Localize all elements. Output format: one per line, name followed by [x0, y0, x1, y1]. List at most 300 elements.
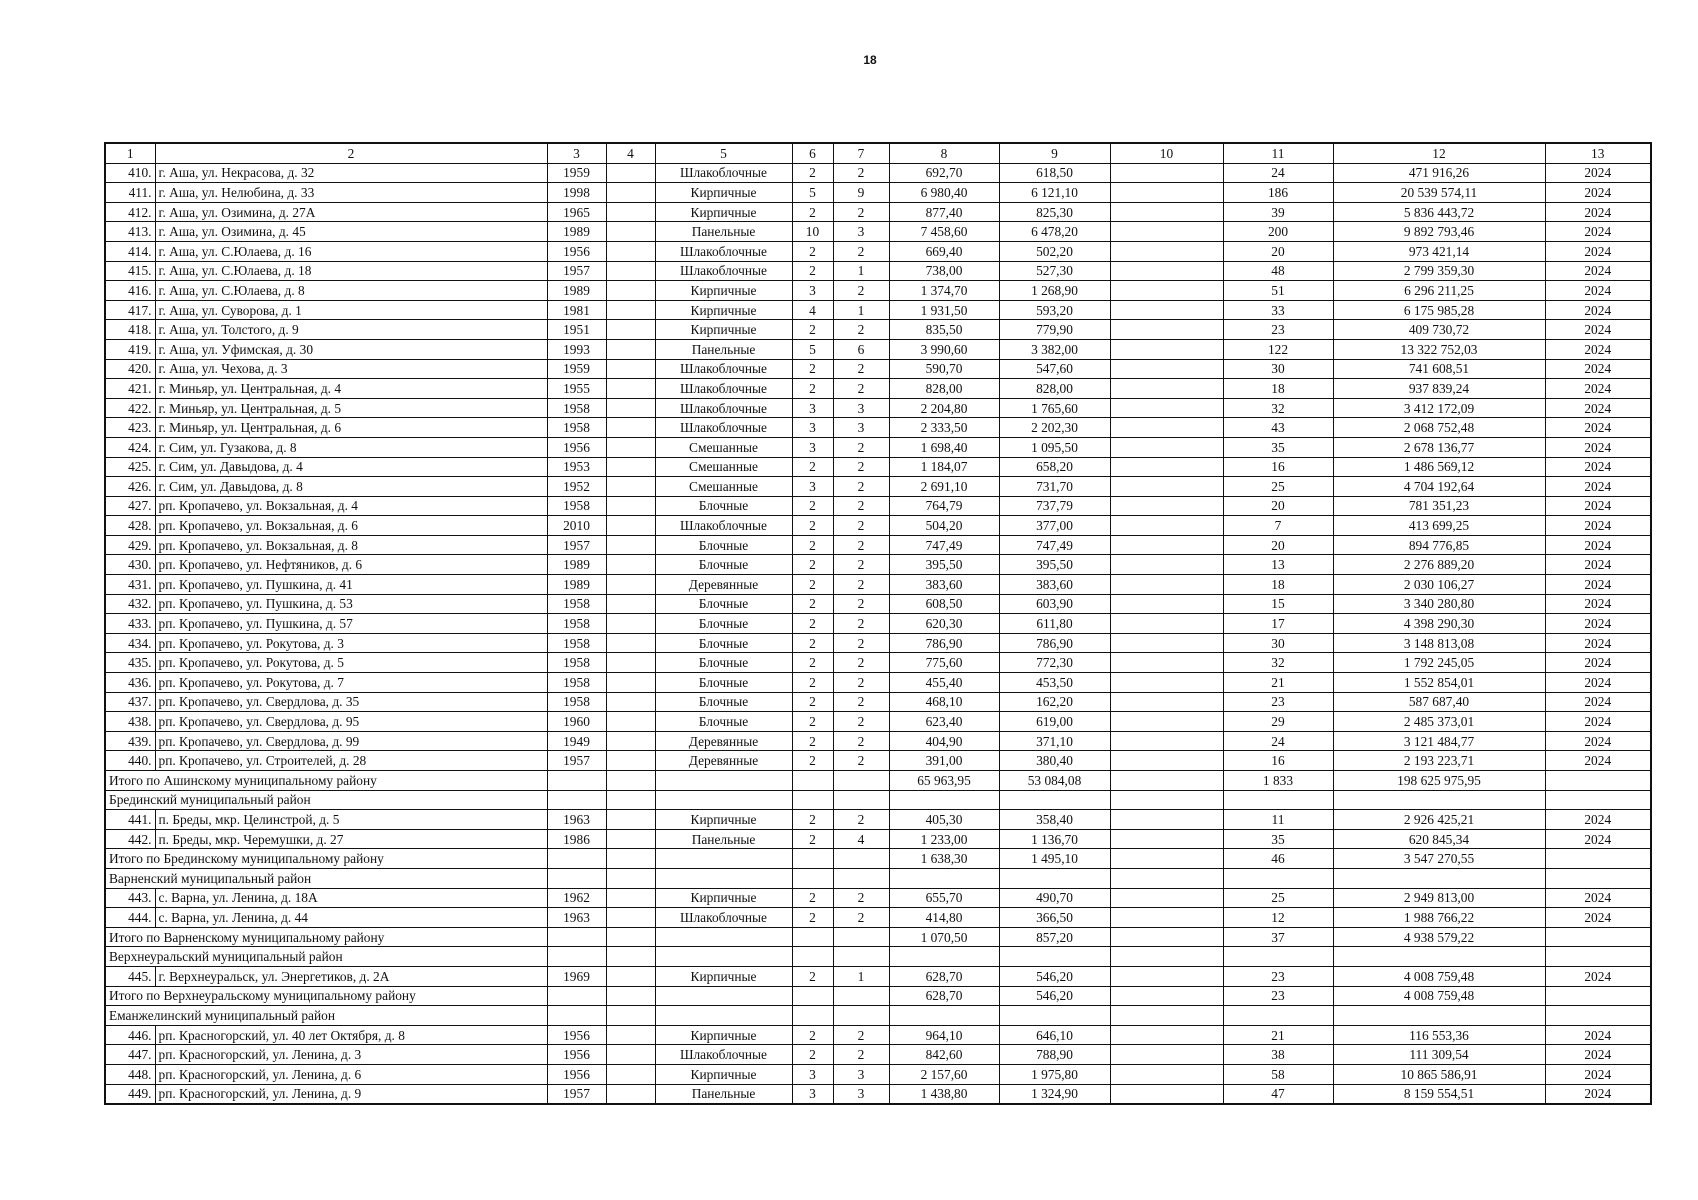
- table-cell: 2: [833, 692, 889, 712]
- table-cell: 4: [792, 300, 833, 320]
- cost-total-cell: 4 938 579,22: [1333, 927, 1545, 947]
- table-cell: [1110, 614, 1223, 634]
- table-cell: 6: [833, 339, 889, 359]
- district-total-label: Итого по Ашинскому муниципальному району: [105, 771, 547, 791]
- table-cell: рп. Кропачево, ул. Нефтяников, д. 6: [155, 555, 547, 575]
- table-cell: [606, 1025, 655, 1045]
- table-cell: 444.: [105, 908, 155, 928]
- table-cell: 2 157,60: [889, 1064, 999, 1084]
- table-cell: [1545, 868, 1651, 888]
- table-cell: 546,20: [999, 966, 1110, 986]
- table-cell: [606, 810, 655, 830]
- table-cell: 2024: [1545, 457, 1651, 477]
- table-cell: [606, 379, 655, 399]
- residents-total-cell: 1 833: [1223, 771, 1333, 791]
- table-cell: Деревянные: [655, 751, 792, 771]
- table-cell: [1110, 731, 1223, 751]
- table-cell: 2: [792, 496, 833, 516]
- table-row: [105, 457, 1651, 477]
- housing-registry-table: [104, 142, 1652, 1105]
- table-cell: 1955: [547, 379, 606, 399]
- table-cell: 9 892 793,46: [1333, 222, 1545, 242]
- table-cell: 608,50: [889, 594, 999, 614]
- table-row: [105, 810, 1651, 830]
- table-cell: рп. Кропачево, ул. Рокутова, д. 5: [155, 653, 547, 673]
- table-cell: 2: [833, 712, 889, 732]
- table-cell: 2 926 425,21: [1333, 810, 1545, 830]
- table-cell: [606, 947, 655, 967]
- table-cell: 3 412 172,09: [1333, 398, 1545, 418]
- table-cell: 20: [1223, 241, 1333, 261]
- table-cell: 2: [792, 908, 833, 928]
- column-number-cell: 8: [889, 143, 999, 163]
- total-area-cell: 628,70: [889, 986, 999, 1006]
- table-cell: 413.: [105, 222, 155, 242]
- table-cell: [655, 790, 792, 810]
- table-cell: 2: [833, 437, 889, 457]
- table-cell: 4 398 290,30: [1333, 614, 1545, 634]
- table-cell: 2: [833, 575, 889, 595]
- table-cell: 38: [1223, 1045, 1333, 1065]
- table-cell: 620,30: [889, 614, 999, 634]
- table-cell: 21: [1223, 673, 1333, 693]
- table-cell: 1958: [547, 594, 606, 614]
- table-cell: Шлакоблочные: [655, 379, 792, 399]
- table-cell: 6 175 985,28: [1333, 300, 1545, 320]
- table-cell: [792, 790, 833, 810]
- table-cell: 18: [1223, 379, 1333, 399]
- district-section-row: [105, 790, 1651, 810]
- table-cell: 628,70: [889, 966, 999, 986]
- table-cell: 2024: [1545, 535, 1651, 555]
- table-cell: рп. Кропачево, ул. Вокзальная, д. 4: [155, 496, 547, 516]
- table-cell: 2: [792, 320, 833, 340]
- table-cell: 1956: [547, 241, 606, 261]
- table-cell: [606, 1064, 655, 1084]
- table-cell: 30: [1223, 633, 1333, 653]
- table-cell: 383,60: [889, 575, 999, 595]
- table-cell: Шлакоблочные: [655, 359, 792, 379]
- table-cell: [1110, 516, 1223, 536]
- table-cell: 1958: [547, 633, 606, 653]
- table-cell: 527,30: [999, 261, 1110, 281]
- table-row: [105, 1045, 1651, 1065]
- table-cell: 2: [833, 241, 889, 261]
- table-cell: 1 792 245,05: [1333, 653, 1545, 673]
- table-cell: [1110, 575, 1223, 595]
- table-cell: 47: [1223, 1084, 1333, 1104]
- table-cell: Кирпичные: [655, 281, 792, 301]
- table-cell: [606, 516, 655, 536]
- table-cell: [1110, 653, 1223, 673]
- table-cell: 2: [833, 477, 889, 497]
- table-cell: 2: [833, 908, 889, 928]
- table-cell: 29: [1223, 712, 1333, 732]
- table-cell: 2: [792, 673, 833, 693]
- table-cell: Блочные: [655, 594, 792, 614]
- table-cell: [606, 575, 655, 595]
- district-total-label: Итого по Брединскому муниципальному району: [105, 849, 547, 869]
- table-cell: 18: [1223, 575, 1333, 595]
- table-cell: 2: [792, 614, 833, 634]
- table-cell: 2: [833, 163, 889, 183]
- table-cell: [606, 771, 655, 791]
- table-cell: 587 687,40: [1333, 692, 1545, 712]
- table-cell: 186: [1223, 183, 1333, 203]
- table-cell: [792, 771, 833, 791]
- table-cell: 426.: [105, 477, 155, 497]
- table-cell: 842,60: [889, 1045, 999, 1065]
- table-cell: 377,00: [999, 516, 1110, 536]
- table-cell: [889, 790, 999, 810]
- table-cell: [1110, 692, 1223, 712]
- table-cell: 20: [1223, 535, 1333, 555]
- table-cell: 1958: [547, 653, 606, 673]
- table-cell: 2: [792, 712, 833, 732]
- table-cell: Кирпичные: [655, 888, 792, 908]
- table-cell: 2024: [1545, 712, 1651, 732]
- table-cell: Смешанные: [655, 457, 792, 477]
- table-cell: 2: [792, 241, 833, 261]
- table-row: [105, 418, 1651, 438]
- cost-total-cell: 4 008 759,48: [1333, 986, 1545, 1006]
- table-cell: 10: [792, 222, 833, 242]
- table-cell: 20 539 574,11: [1333, 183, 1545, 203]
- table-cell: 2: [792, 594, 833, 614]
- table-cell: 1953: [547, 457, 606, 477]
- table-cell: 2024: [1545, 339, 1651, 359]
- table-row: [105, 829, 1651, 849]
- table-cell: 1 374,70: [889, 281, 999, 301]
- table-cell: Блочные: [655, 673, 792, 693]
- table-cell: 2: [792, 379, 833, 399]
- table-cell: [999, 790, 1110, 810]
- table-cell: [606, 849, 655, 869]
- table-cell: 788,90: [999, 1045, 1110, 1065]
- district-total-row: [105, 849, 1651, 869]
- table-cell: [606, 751, 655, 771]
- table-cell: [655, 868, 792, 888]
- residents-total-cell: 46: [1223, 849, 1333, 869]
- column-number-cell: 2: [155, 143, 547, 163]
- table-cell: 786,90: [999, 633, 1110, 653]
- table-cell: 448.: [105, 1064, 155, 1084]
- table-cell: Смешанные: [655, 477, 792, 497]
- table-cell: [1110, 1084, 1223, 1104]
- table-row: [105, 614, 1651, 634]
- table-cell: 1 988 766,22: [1333, 908, 1545, 928]
- table-cell: 2024: [1545, 966, 1651, 986]
- table-cell: 3: [792, 418, 833, 438]
- table-cell: 2024: [1545, 614, 1651, 634]
- table-cell: г. Аша, ул. Уфимская, д. 30: [155, 339, 547, 359]
- table-cell: 2 030 106,27: [1333, 575, 1545, 595]
- table-row: [105, 202, 1651, 222]
- table-row: [105, 692, 1651, 712]
- table-cell: [606, 888, 655, 908]
- table-cell: 116 553,36: [1333, 1025, 1545, 1045]
- table-cell: 429.: [105, 535, 155, 555]
- table-cell: [1110, 437, 1223, 457]
- table-cell: Кирпичные: [655, 202, 792, 222]
- table-cell: 1 136,70: [999, 829, 1110, 849]
- table-cell: 2: [792, 888, 833, 908]
- table-cell: [792, 927, 833, 947]
- table-cell: [606, 790, 655, 810]
- table-cell: 421.: [105, 379, 155, 399]
- table-cell: 20: [1223, 496, 1333, 516]
- table-cell: 2 691,10: [889, 477, 999, 497]
- table-cell: [655, 927, 792, 947]
- table-cell: 1 552 854,01: [1333, 673, 1545, 693]
- table-cell: Панельные: [655, 1084, 792, 1104]
- table-cell: 2: [833, 810, 889, 830]
- table-cell: 358,40: [999, 810, 1110, 830]
- table-cell: 2 193 223,71: [1333, 751, 1545, 771]
- table-cell: 6 296 211,25: [1333, 281, 1545, 301]
- table-cell: Кирпичные: [655, 300, 792, 320]
- column-number-cell: 12: [1333, 143, 1545, 163]
- table-cell: г. Сим, ул. Давыдова, д. 8: [155, 477, 547, 497]
- table-cell: 2024: [1545, 908, 1651, 928]
- table-cell: рп. Кропачево, ул. Свердлова, д. 95: [155, 712, 547, 732]
- table-cell: [606, 496, 655, 516]
- table-row: [105, 300, 1651, 320]
- table-cell: [1110, 477, 1223, 497]
- table-cell: рп. Кропачево, ул. Пушкина, д. 57: [155, 614, 547, 634]
- table-cell: 828,00: [999, 379, 1110, 399]
- table-cell: [606, 653, 655, 673]
- table-cell: [606, 829, 655, 849]
- table-cell: 446.: [105, 1025, 155, 1045]
- table-cell: рп. Красногорский, ул. Ленина, д. 6: [155, 1064, 547, 1084]
- table-cell: 1956: [547, 437, 606, 457]
- table-cell: 3: [792, 437, 833, 457]
- table-cell: г. Сим, ул. Гузакова, д. 8: [155, 437, 547, 457]
- table-row: [105, 183, 1651, 203]
- table-row: [105, 1025, 1651, 1045]
- table-cell: 786,90: [889, 633, 999, 653]
- table-cell: 669,40: [889, 241, 999, 261]
- table-cell: 737,79: [999, 496, 1110, 516]
- table-cell: 2 485 373,01: [1333, 712, 1545, 732]
- table-cell: Кирпичные: [655, 966, 792, 986]
- table-row: [105, 241, 1651, 261]
- table-cell: [1110, 908, 1223, 928]
- table-cell: [1110, 300, 1223, 320]
- table-cell: 1989: [547, 281, 606, 301]
- table-cell: 490,70: [999, 888, 1110, 908]
- table-cell: 122: [1223, 339, 1333, 359]
- table-cell: [1223, 790, 1333, 810]
- table-row: [105, 633, 1651, 653]
- table-cell: 1957: [547, 535, 606, 555]
- page-number: 18: [863, 53, 877, 67]
- table-cell: 12: [1223, 908, 1333, 928]
- table-cell: 937 839,24: [1333, 379, 1545, 399]
- column-number-cell: 1: [105, 143, 155, 163]
- table-cell: Панельные: [655, 339, 792, 359]
- table-cell: 1989: [547, 555, 606, 575]
- table-cell: 2024: [1545, 1084, 1651, 1104]
- table-cell: 43: [1223, 418, 1333, 438]
- table-cell: [1110, 673, 1223, 693]
- table-cell: 2: [792, 731, 833, 751]
- table-cell: 1959: [547, 163, 606, 183]
- table-cell: Кирпичные: [655, 1025, 792, 1045]
- table-cell: рп. Красногорский, ул. 40 лет Октября, д. 8: [155, 1025, 547, 1045]
- residents-total-cell: 37: [1223, 927, 1333, 947]
- table-cell: 964,10: [889, 1025, 999, 1045]
- table-row: [105, 516, 1651, 536]
- table-cell: Блочные: [655, 555, 792, 575]
- table-cell: 2024: [1545, 829, 1651, 849]
- table-cell: [606, 555, 655, 575]
- table-cell: [606, 1084, 655, 1104]
- district-total-label: Итого по Верхнеуральскому муниципальному району: [105, 986, 547, 1006]
- table-cell: [1110, 320, 1223, 340]
- table-cell: 2: [833, 673, 889, 693]
- table-cell: 2024: [1545, 810, 1651, 830]
- table-row: [105, 594, 1651, 614]
- district-total-row: [105, 986, 1651, 1006]
- table-cell: 2024: [1545, 496, 1651, 516]
- table-cell: [1110, 202, 1223, 222]
- table-cell: рп. Кропачево, ул. Пушкина, д. 53: [155, 594, 547, 614]
- table-body: [105, 143, 1651, 1104]
- table-cell: 468,10: [889, 692, 999, 712]
- table-cell: 2: [833, 1025, 889, 1045]
- table-cell: [606, 477, 655, 497]
- table-cell: 973 421,14: [1333, 241, 1545, 261]
- table-cell: [655, 1006, 792, 1026]
- table-cell: [1110, 222, 1223, 242]
- table-cell: 2024: [1545, 673, 1651, 693]
- table-cell: Кирпичные: [655, 810, 792, 830]
- table-cell: 416.: [105, 281, 155, 301]
- table-cell: [833, 986, 889, 1006]
- table-cell: 1958: [547, 496, 606, 516]
- table-cell: 3 990,60: [889, 339, 999, 359]
- table-cell: г. Аша, ул. Суворова, д. 1: [155, 300, 547, 320]
- district-total-row: [105, 927, 1651, 947]
- table-cell: 7: [1223, 516, 1333, 536]
- table-cell: 2: [833, 731, 889, 751]
- table-cell: 420.: [105, 359, 155, 379]
- table-cell: [1110, 947, 1223, 967]
- table-cell: 2024: [1545, 594, 1651, 614]
- table-cell: [606, 986, 655, 1006]
- table-cell: [1110, 418, 1223, 438]
- table-row: [105, 477, 1651, 497]
- district-section-row: [105, 868, 1651, 888]
- table-cell: 3: [833, 398, 889, 418]
- table-cell: [606, 692, 655, 712]
- table-cell: [1545, 986, 1651, 1006]
- table-cell: [655, 986, 792, 1006]
- table-cell: 2024: [1545, 731, 1651, 751]
- table-cell: 2024: [1545, 1064, 1651, 1084]
- table-cell: [1110, 927, 1223, 947]
- table-cell: 835,50: [889, 320, 999, 340]
- table-cell: [999, 1006, 1110, 1026]
- table-cell: [606, 535, 655, 555]
- table-cell: 1956: [547, 1045, 606, 1065]
- table-row: [105, 398, 1651, 418]
- living-area-cell: 857,20: [999, 927, 1110, 947]
- table-cell: 1957: [547, 751, 606, 771]
- table-cell: [1333, 868, 1545, 888]
- table-cell: 1 268,90: [999, 281, 1110, 301]
- table-cell: 2: [792, 575, 833, 595]
- table-cell: [547, 790, 606, 810]
- table-cell: [606, 202, 655, 222]
- table-cell: 5 836 443,72: [1333, 202, 1545, 222]
- table-cell: 1 698,40: [889, 437, 999, 457]
- table-cell: 1969: [547, 966, 606, 986]
- table-cell: [606, 908, 655, 928]
- table-cell: [606, 418, 655, 438]
- table-cell: 23: [1223, 966, 1333, 986]
- table-cell: [833, 771, 889, 791]
- table-cell: 764,79: [889, 496, 999, 516]
- table-cell: 2010: [547, 516, 606, 536]
- table-cell: 3: [833, 222, 889, 242]
- table-row: [105, 575, 1651, 595]
- table-cell: [1333, 790, 1545, 810]
- table-cell: [606, 594, 655, 614]
- table-cell: 2: [792, 692, 833, 712]
- table-cell: 2024: [1545, 281, 1651, 301]
- table-cell: [1110, 771, 1223, 791]
- table-cell: Блочные: [655, 653, 792, 673]
- table-cell: 418.: [105, 320, 155, 340]
- district-section-row: [105, 1006, 1651, 1026]
- table-cell: [1223, 1006, 1333, 1026]
- table-cell: [606, 300, 655, 320]
- table-cell: 1957: [547, 1084, 606, 1104]
- table-cell: 1981: [547, 300, 606, 320]
- table-cell: [792, 947, 833, 967]
- table-cell: 21: [1223, 1025, 1333, 1045]
- table-cell: [833, 927, 889, 947]
- table-cell: 2: [833, 320, 889, 340]
- table-cell: 33: [1223, 300, 1333, 320]
- table-cell: 432.: [105, 594, 155, 614]
- table-cell: 1963: [547, 908, 606, 928]
- table-cell: [792, 849, 833, 869]
- table-cell: 35: [1223, 437, 1333, 457]
- table-cell: 1952: [547, 477, 606, 497]
- table-cell: рп. Кропачево, ул. Свердлова, д. 35: [155, 692, 547, 712]
- table-cell: 741 608,51: [1333, 359, 1545, 379]
- table-cell: Шлакоблочные: [655, 418, 792, 438]
- table-cell: 2024: [1545, 575, 1651, 595]
- table-cell: г. Аша, ул. Озимина, д. 27А: [155, 202, 547, 222]
- table-cell: [1545, 849, 1651, 869]
- table-cell: [1110, 379, 1223, 399]
- table-cell: 2: [792, 751, 833, 771]
- table-cell: 2024: [1545, 653, 1651, 673]
- table-cell: [1110, 1064, 1223, 1084]
- table-cell: 3: [792, 1064, 833, 1084]
- table-cell: 428.: [105, 516, 155, 536]
- table-cell: Шлакоблочные: [655, 1045, 792, 1065]
- table-cell: [1110, 339, 1223, 359]
- table-cell: 5: [792, 183, 833, 203]
- table-cell: 781 351,23: [1333, 496, 1545, 516]
- table-cell: [606, 673, 655, 693]
